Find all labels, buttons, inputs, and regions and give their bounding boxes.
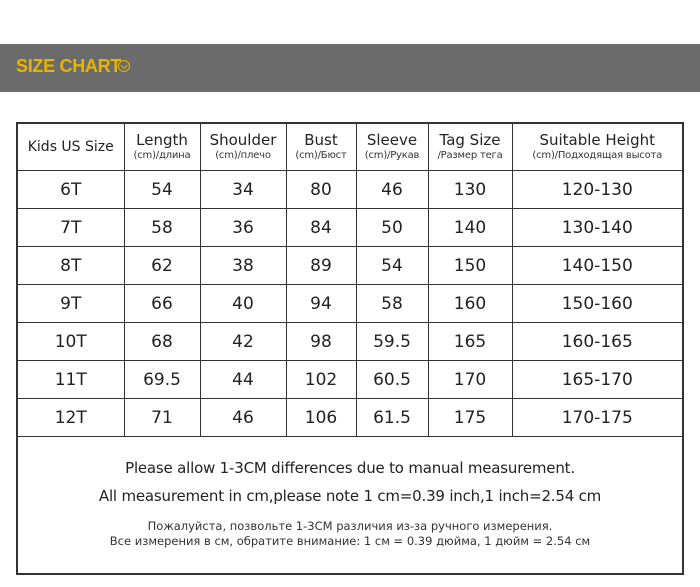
measurement-cell: 50: [356, 209, 428, 247]
column-header: [18, 124, 124, 171]
measurement-cell: 106: [286, 399, 356, 437]
measurement-cell: 130: [428, 171, 512, 209]
measurement-cell: 62: [124, 247, 200, 285]
size-cell: 10T: [18, 323, 124, 361]
measurement-cell: 160: [428, 285, 512, 323]
measurement-cell: 150: [428, 247, 512, 285]
measurement-cell: 54: [356, 247, 428, 285]
column-header: [286, 124, 356, 171]
note-russian-2: Все измерения в см, обратите внимание: 1 см = 0.39 дюйма, 1 дюйм = 2.54 см: [109, 534, 591, 548]
measurement-cell: 80: [286, 171, 356, 209]
column-header-label: Suitable Height: [539, 130, 656, 149]
column-header-label: Kids US Size: [27, 138, 114, 155]
measurement-cell: 66: [124, 285, 200, 323]
measurement-cell: 60.5: [356, 361, 428, 399]
measurement-cell: 140-150: [512, 247, 682, 285]
measurement-cell: 54: [124, 171, 200, 209]
measurement-cell: 89: [286, 247, 356, 285]
table-row: [18, 247, 682, 285]
column-header-label: Sleeve: [366, 130, 418, 149]
column-header-unit: (cm)/длина: [133, 149, 191, 161]
measurement-cell: 71: [124, 399, 200, 437]
measurement-cell: 130-140: [512, 209, 682, 247]
column-header-unit: (cm)/Рукав: [364, 149, 420, 161]
measurement-cell: 42: [200, 323, 286, 361]
size-chart-box: [16, 122, 684, 575]
measurement-cell: 34: [200, 171, 286, 209]
column-header-unit: (cm)/Бюст: [295, 149, 347, 161]
table-row: [18, 323, 682, 361]
column-header-label: Tag Size: [439, 130, 501, 149]
table-row: [18, 399, 682, 437]
measurement-cell: 140: [428, 209, 512, 247]
measurement-cell: 36: [200, 209, 286, 247]
note-english-1: Please allow 1-3CM differences due to manual measurement.: [125, 459, 575, 477]
measurement-cell: 150-160: [512, 285, 682, 323]
measurement-cell: 69.5: [124, 361, 200, 399]
measurement-cell: 98: [286, 323, 356, 361]
column-header-unit: (cm)/плечо: [215, 149, 271, 161]
measurement-cell: 94: [286, 285, 356, 323]
measurement-cell: 38: [200, 247, 286, 285]
table-header-row: [18, 124, 682, 171]
size-table: [18, 124, 682, 437]
column-header: [428, 124, 512, 171]
column-header: [200, 124, 286, 171]
size-cell: 8T: [18, 247, 124, 285]
measurement-cell: 46: [200, 399, 286, 437]
measurement-cell: 120-130: [512, 171, 682, 209]
column-header-label: Bust: [304, 130, 338, 149]
chevron-down-circle-icon: [118, 60, 130, 72]
size-cell: 6T: [18, 171, 124, 209]
measurement-cell: 58: [124, 209, 200, 247]
column-header-label: Shoulder: [209, 130, 277, 149]
measurement-cell: 175: [428, 399, 512, 437]
table-row: [18, 361, 682, 399]
table-row: [18, 285, 682, 323]
column-header-unit: /Размер тега: [437, 149, 503, 161]
measurement-notes: [18, 446, 682, 549]
size-chart-banner: [0, 44, 700, 92]
measurement-cell: 170-175: [512, 399, 682, 437]
measurement-cell: 160-165: [512, 323, 682, 361]
note-english-2: All measurement in cm,please note 1 cm=0.39 inch,1 inch=2.54 cm: [98, 487, 602, 505]
table-body: [18, 171, 682, 437]
measurement-cell: 102: [286, 361, 356, 399]
measurement-cell: 44: [200, 361, 286, 399]
size-cell: 9T: [18, 285, 124, 323]
measurement-cell: 46: [356, 171, 428, 209]
note-russian-1: Пожалуйста, позвольте 1-3CM различия из-за ручного измерения.: [147, 519, 553, 533]
banner-title: SIZE CHART: [16, 56, 122, 76]
measurement-cell: 165: [428, 323, 512, 361]
table-row: [18, 171, 682, 209]
column-header: [124, 124, 200, 171]
column-header-label: Length: [136, 130, 188, 149]
measurement-cell: 68: [124, 323, 200, 361]
column-header-unit: (cm)/Подходящая высота: [532, 149, 663, 161]
measurement-cell: 165-170: [512, 361, 682, 399]
size-cell: 12T: [18, 399, 124, 437]
measurement-cell: 58: [356, 285, 428, 323]
size-cell: 7T: [18, 209, 124, 247]
measurement-cell: 170: [428, 361, 512, 399]
measurement-cell: 40: [200, 285, 286, 323]
column-header: [356, 124, 428, 171]
size-cell: 11T: [18, 361, 124, 399]
table-row: [18, 209, 682, 247]
measurement-cell: 59.5: [356, 323, 428, 361]
measurement-cell: 61.5: [356, 399, 428, 437]
column-header: [512, 124, 682, 171]
measurement-cell: 84: [286, 209, 356, 247]
